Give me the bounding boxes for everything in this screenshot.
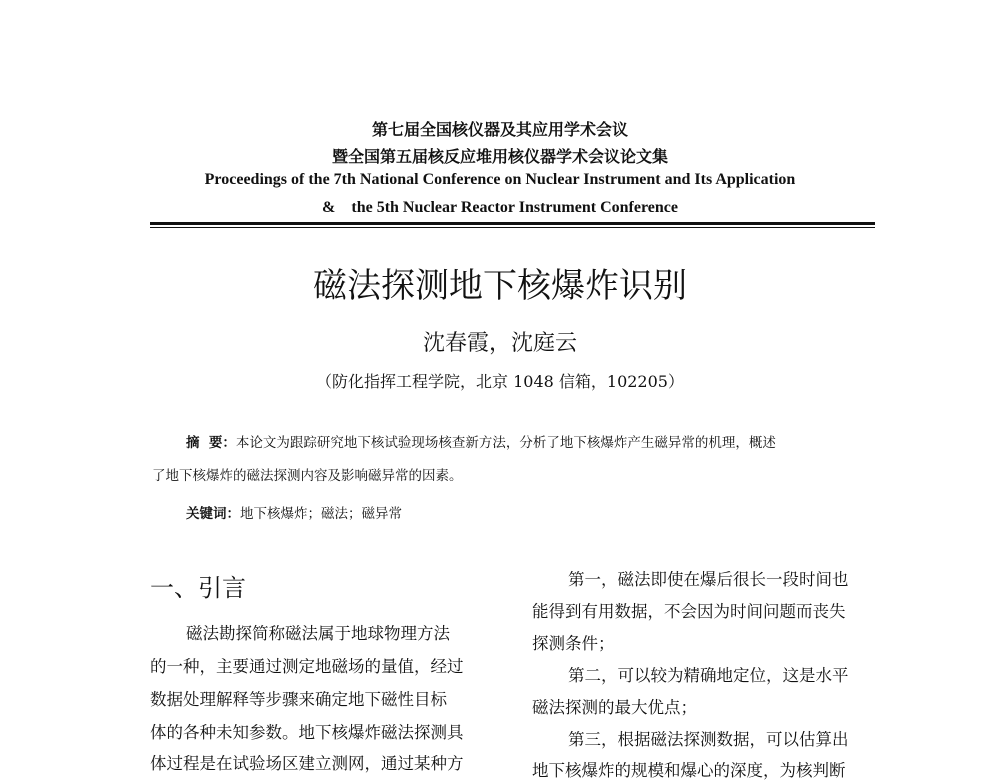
right-column-line: 能得到有用数据，不会因为时间问题而丧失: [532, 602, 846, 621]
keywords-text: 地下核爆炸；磁法；磁异常: [240, 506, 402, 522]
header-rule-thin: [150, 227, 875, 228]
paper-title: 磁法探测地下核爆炸识别: [313, 266, 687, 306]
conference-title-en-1: Proceedings of the 7th National Conference on Nuclear Instrument and Its Application: [204, 171, 796, 188]
right-column-line: 第二，可以较为精确地定位，这是水平: [568, 666, 849, 685]
keywords-label: 关键词：: [186, 506, 240, 522]
conference-title-cn-2: 暨全国第五届核反应堆用核仪器学术会议论文集: [331, 147, 668, 166]
right-column-line: 第三，根据磁法探测数据，可以估算出: [568, 730, 849, 749]
right-column-line: 磁法探测的最大优点；: [532, 698, 697, 717]
abstract-text-1: 本论文为跟踪研究地下核试验现场核查新方法，分析了地下核爆炸产生磁异常的机理，概述: [235, 435, 776, 451]
section-heading: 一、引言: [150, 574, 246, 602]
abstract-line-2: 了地下核爆炸的磁法探测内容及影响磁异常的因素。: [152, 468, 463, 484]
keywords: [186, 502, 402, 522]
conference-title-cn-1: 第七届全国核仪器及其应用学术会议: [371, 120, 628, 139]
left-column-line: 的一种，主要通过测定地磁场的量值，经过: [150, 657, 464, 676]
paper-affiliation: （防化指挥工程学院，北京 1048 信箱，102205）: [316, 372, 684, 391]
left-column-line: 数据处理解释等步骤来确定地下磁性目标: [150, 690, 447, 709]
paper-authors: 沈春霞，沈庭云: [422, 331, 577, 356]
right-column-line: 第一，磁法即使在爆后很长一段时间也: [568, 570, 849, 589]
left-column-line: 磁法勘探简称磁法属于地球物理方法: [186, 624, 450, 643]
right-column-line: 探测条件；: [532, 634, 615, 653]
conference-title-en-2: & the 5th Nuclear Reactor Instrument Conference: [322, 199, 678, 216]
left-column-line: 体过程是在试验场区建立测网，通过某种方: [150, 754, 464, 773]
right-column-line: 地下核爆炸的规模和爆心的深度，为核判断: [532, 761, 846, 780]
abstract-label: 摘 要：: [186, 435, 236, 451]
left-column-line: 体的各种未知参数。地下核爆炸磁法探测具: [150, 723, 464, 742]
abstract-line-1: [186, 431, 776, 451]
header-rule-thick: [150, 222, 875, 225]
